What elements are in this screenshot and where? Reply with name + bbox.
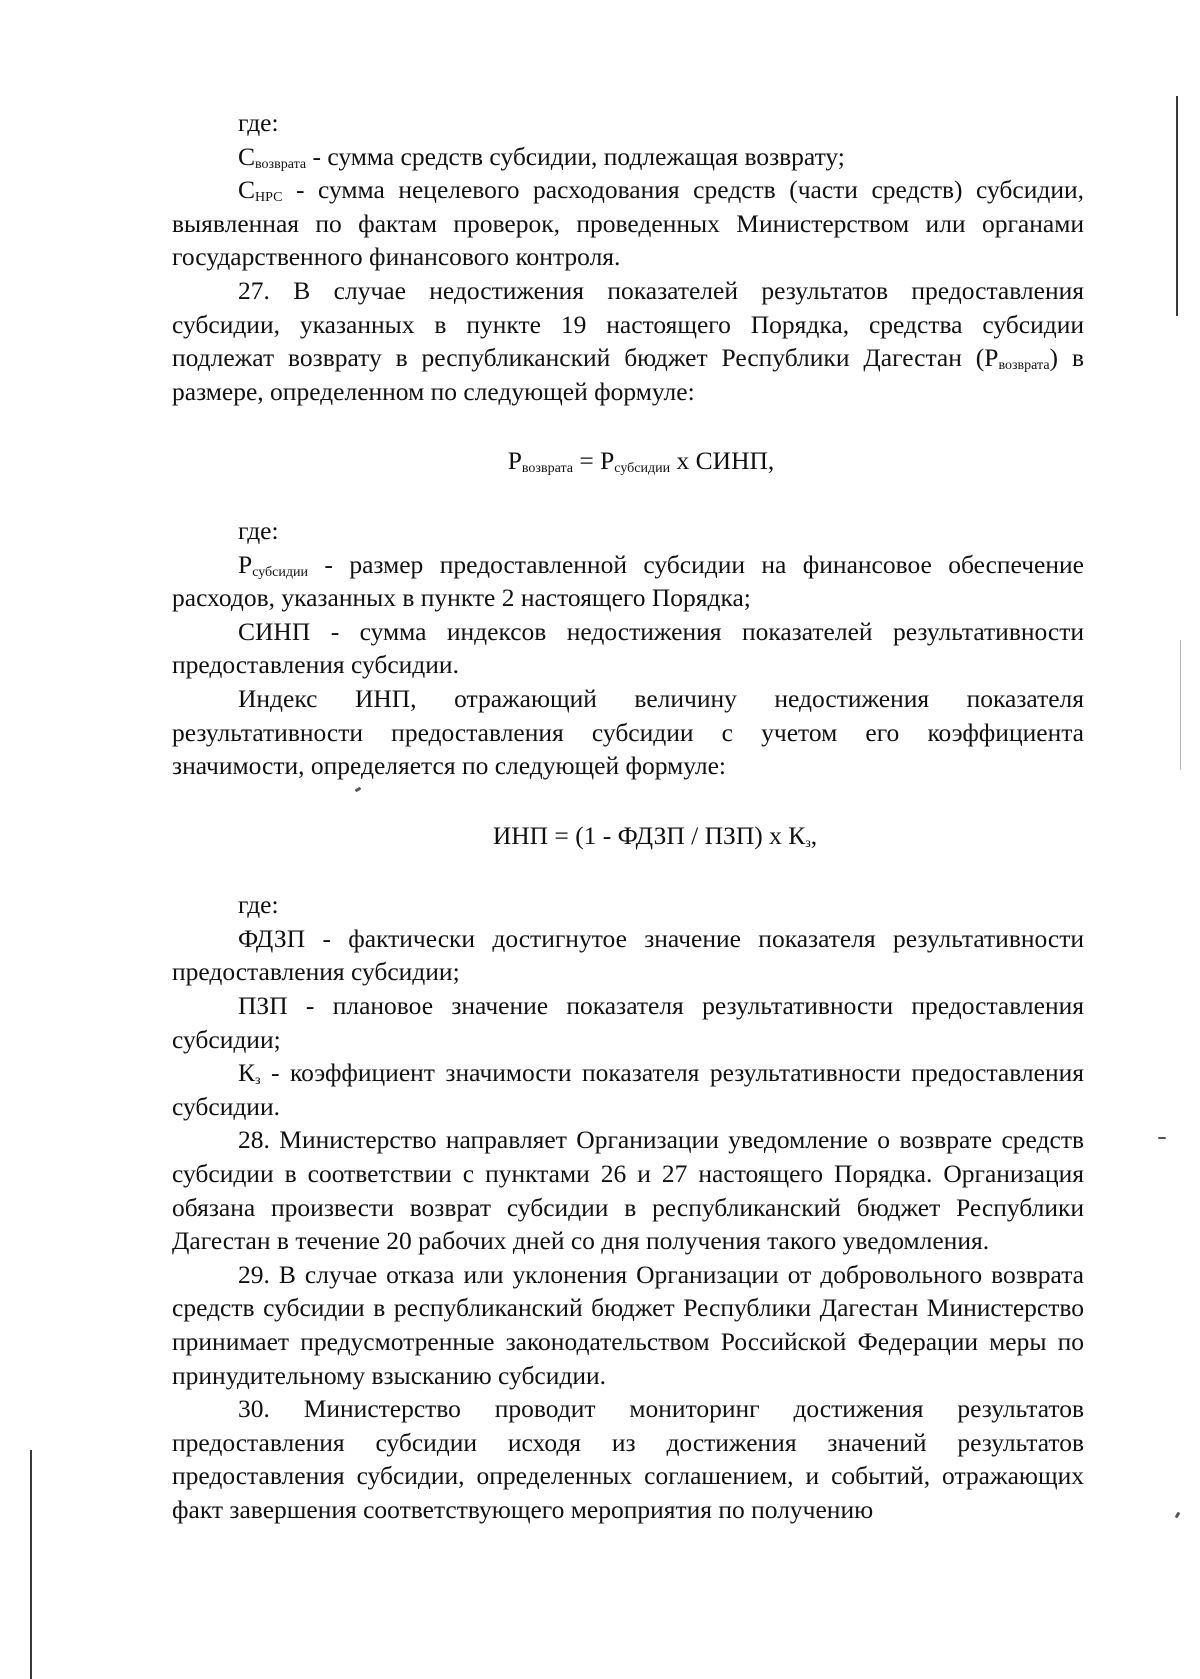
symbol-c: С: [238, 141, 256, 171]
subscript-vozvrata: возврата: [255, 156, 307, 172]
definition-kz-text: - коэффициент значимости показателя результативности предоставления субсидии.: [172, 1058, 1084, 1121]
definition-vozvrata-text: - сумма средств субсидии, подлежащая возврату;: [306, 141, 845, 171]
subscript-nrs: НРС: [255, 190, 283, 206]
formula1-left-sub: возврата: [521, 461, 573, 477]
subscript-subsidii: субсидии: [252, 564, 309, 580]
definition-nrs: [172, 173, 1084, 274]
definition-fdzp: ФДЗП - фактически достигнутое значение показателя результативности предоставления субсидии;: [172, 923, 1084, 987]
symbol-k: К: [238, 1058, 256, 1088]
scan-edge-line-right-faint: [1180, 640, 1181, 770]
paragraph-28: 28. Министерство направляет Организации уведомление о возврате средств субсидии в соответствии с пунктами 26 и 27 настоящего Порядка. Организация обязана произвести возврат субсидии в республиканский бюджет Республики Дагестан в течение 20 рабочих дней со дня получения такого уведомления.: [172, 1125, 1084, 1256]
index-inp-paragraph: Индекс ИНП, отражающий величину недостижения показателя результативности предоставления субсидии с учетом его коэффициента значимости, определяется по следующей формуле:: [172, 683, 1084, 781]
paragraph-29: 29. В случае отказа или уклонения Организации от добровольного возврата средств субсидии в республиканский бюджет Республики Дагестан Министерство принимает предусмотренные законодательством Российской Федерации меры по принудительному взысканию субсидии.: [172, 1259, 1084, 1390]
formula-vozvrata: [172, 408, 1084, 514]
subscript-z: з: [255, 1073, 261, 1089]
scan-edge-line-left: [30, 1450, 32, 1679]
paragraph-27: [172, 274, 1084, 408]
symbol-c-nrs: С: [238, 175, 256, 205]
paragraph-27-text: 27. В случае недостижения показателей результатов предоставления субсидии, указанных в пункте 19 настоящего Порядка, средства субсидии подлежат возврату в республиканский бюджет Республики Дагестан (Р: [172, 275, 1084, 373]
paragraph-27-text-end: ) в размере, определенном по следующей формуле:: [172, 343, 1084, 406]
gde-label-2: где:: [238, 515, 279, 545]
paragraph-30: 30. Министерство проводит мониторинг достижения результатов предоставления субсидии исходя из достижения значений результатов предоставления субсидии, определенных соглашением, и событий, отражающих факт завершения соответствующего мероприятия по получению: [172, 1394, 1084, 1524]
paragraph-27-subscript: возврата: [998, 358, 1050, 374]
definition-nrs-text: - сумма нецелевого расходования средств (части средств) субсидии, выявленная по фактам проверок, проведенных Министерством или органами государственного финансового контроля.: [172, 175, 1084, 272]
formula2-sub: з: [805, 835, 811, 851]
definition-subsidii-text: - размер предоставленной субсидии на финансовое обеспечение расходов, указанных в пункте 2 настоящего Порядка;: [172, 549, 1084, 613]
definition-sinp: СИНП - сумма индексов недостижения показателей результативности предоставления субсидии.: [172, 616, 1084, 680]
definition-vozvrata: [172, 140, 1084, 174]
scan-mark-bottom: [1175, 1512, 1181, 1519]
formula-inp: [172, 783, 1084, 889]
formula1-right-symbol: Р: [600, 446, 615, 476]
gde-label-1: где:: [238, 108, 279, 137]
formula2-end: ,: [810, 820, 818, 850]
gde-label-3: где:: [238, 890, 279, 920]
definition-subsidii: [172, 548, 1084, 615]
scan-mark-right: [1158, 1137, 1166, 1139]
definition-pzp: ПЗП - плановое значение показателя результативности предоставления субсидии;: [172, 991, 1084, 1054]
formula1-rest: х СИНП,: [670, 446, 775, 476]
formula1-equals: =: [572, 446, 601, 476]
definition-kz: [172, 1056, 1084, 1123]
document-body: [172, 106, 1084, 1527]
formula1-right-sub: субсидии: [614, 461, 671, 477]
scan-edge-line-right: [1176, 96, 1178, 316]
formula2-main: ИНП = (1 - ФДЗП / ПЗП) х К: [492, 820, 806, 850]
formula1-left-symbol: Р: [507, 446, 522, 476]
symbol-r: Р: [238, 549, 253, 579]
